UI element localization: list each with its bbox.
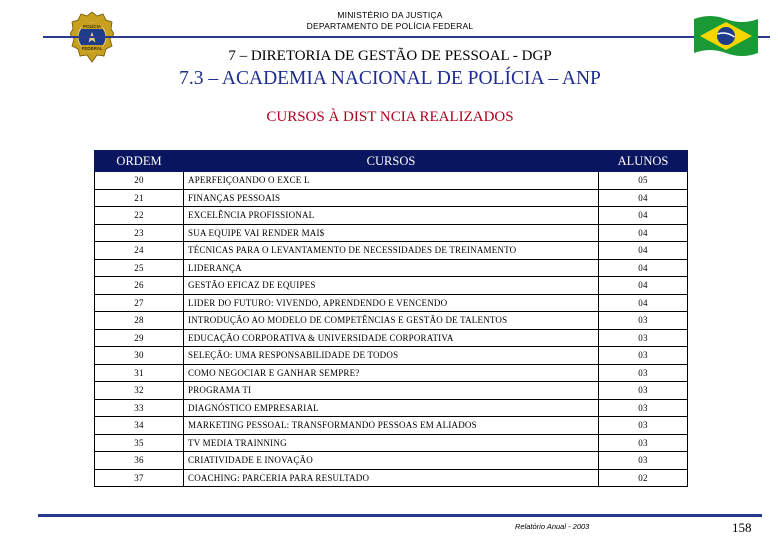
table-row (95, 469, 688, 487)
table-row (95, 242, 688, 260)
table-row (95, 294, 688, 312)
order-cell: 27 (95, 294, 184, 312)
badge-top-text: POLÍCIA (83, 24, 101, 29)
directorate-title: 7 – DIRETORIA DE GESTÃO DE PESSOAL - DGP (228, 48, 552, 64)
students-cell: 04 (599, 242, 688, 260)
students-cell: 04 (599, 277, 688, 295)
order-cell: 26 (95, 277, 184, 295)
students-cell: 03 (599, 329, 688, 347)
order-cell: 33 (95, 399, 184, 417)
table-row (95, 382, 688, 400)
order-cell: 23 (95, 224, 184, 242)
course-name-cell: PROGRAMA TI (184, 382, 599, 400)
table-row (95, 364, 688, 382)
courses-table-body (95, 172, 688, 487)
table-row (95, 417, 688, 435)
order-column-header: ORDEM (95, 151, 184, 172)
course-name-cell: GESTÃO EFICAZ DE EQUIPES (184, 277, 599, 295)
courses-table (94, 150, 688, 487)
students-cell: 03 (599, 452, 688, 470)
table-row (95, 172, 688, 190)
order-cell: 28 (95, 312, 184, 330)
table-row (95, 329, 688, 347)
header-rule (43, 36, 770, 38)
footer-rule (38, 514, 762, 517)
students-cell: 04 (599, 259, 688, 277)
students-cell: 03 (599, 347, 688, 365)
students-cell: 03 (599, 434, 688, 452)
students-column-header: ALUNOS (599, 151, 688, 172)
students-cell: 03 (599, 399, 688, 417)
course-name-cell: DIAGNÓSTICO EMPRESARIAL (184, 399, 599, 417)
report-label: Relatório Anual - 2003 (515, 522, 590, 531)
course-name-cell: TV MEDIA TRAINNING (184, 434, 599, 452)
course-name-cell: SELEÇÃO: UMA RESPONSABILIDADE DE TODOS (184, 347, 599, 365)
course-name-cell: EXCELÊNCIA PROFISSIONAL (184, 207, 599, 225)
table-header-row (95, 151, 688, 172)
course-name-cell: LIDERANÇA (184, 259, 599, 277)
course-name-cell: COACHING: PARCERIA PARA RESULTADO (184, 469, 599, 487)
section-title: CURSOS À DIST NCIA REALIZADOS (266, 109, 514, 125)
table-row (95, 434, 688, 452)
course-name-cell: CRIATIVIDADE E INOVAÇÃO (184, 452, 599, 470)
course-name-cell: EDUCAÇÃO CORPORATIVA & UNIVERSIDADE CORPORATIVA (184, 329, 599, 347)
course-name-cell: FINANÇAS PESSOAIS (184, 189, 599, 207)
students-cell: 03 (599, 364, 688, 382)
table-row (95, 347, 688, 365)
ministry-name: MINISTÉRIO DA JUSTIÇA (337, 10, 443, 20)
order-cell: 21 (95, 189, 184, 207)
order-cell: 34 (95, 417, 184, 435)
table-row (95, 224, 688, 242)
course-name-cell: SUA EQUIPE VAI RENDER MAI$ (184, 224, 599, 242)
table-row (95, 207, 688, 225)
course-name-cell: LIDER DO FUTURO: VIVENDO, APRENDENDO E VENCENDO (184, 294, 599, 312)
course-name-cell: MARKETING PESSOAL: TRANSFORMANDO PESSOAS EM ALIADOS (184, 417, 599, 435)
students-cell: 04 (599, 224, 688, 242)
order-cell: 37 (95, 469, 184, 487)
course-name-cell: INTRODUÇÃO AO MODELO DE COMPETÊNCIAS E GESTÃO DE TALENTOS (184, 312, 599, 330)
table-row (95, 399, 688, 417)
department-name: DEPARTAMENTO DE POLÍCIA FEDERAL (306, 21, 474, 31)
badge-bottom-text: FEDERAL (81, 46, 103, 51)
students-cell: 04 (599, 189, 688, 207)
students-cell: 03 (599, 312, 688, 330)
order-cell: 29 (95, 329, 184, 347)
course-name-cell: APERFEIÇOANDO O EXCE L (184, 172, 599, 190)
course-name-cell: TÉCNICAS PARA O LEVANTAMENTO DE NECESSIDADES DE TREINAMENTO (184, 242, 599, 260)
order-cell: 20 (95, 172, 184, 190)
page-number: 158 (732, 520, 752, 535)
order-cell: 24 (95, 242, 184, 260)
order-cell: 32 (95, 382, 184, 400)
academy-title: 7.3 – ACADEMIA NACIONAL DE POLÍCIA – ANP (179, 68, 601, 89)
order-cell: 30 (95, 347, 184, 365)
students-cell: 05 (599, 172, 688, 190)
students-cell: 03 (599, 382, 688, 400)
students-cell: 02 (599, 469, 688, 487)
students-cell: 03 (599, 417, 688, 435)
students-cell: 04 (599, 207, 688, 225)
course-column-header: CURSOS (184, 151, 599, 172)
order-cell: 35 (95, 434, 184, 452)
table-row (95, 259, 688, 277)
course-name-cell: COMO NEGOCIAR E GANHAR SEMPRE? (184, 364, 599, 382)
table-row (95, 452, 688, 470)
page-header (0, 10, 780, 32)
order-cell: 25 (95, 259, 184, 277)
order-cell: 31 (95, 364, 184, 382)
table-row (95, 189, 688, 207)
table-row (95, 277, 688, 295)
order-cell: 36 (95, 452, 184, 470)
order-cell: 22 (95, 207, 184, 225)
table-row (95, 312, 688, 330)
students-cell: 04 (599, 294, 688, 312)
